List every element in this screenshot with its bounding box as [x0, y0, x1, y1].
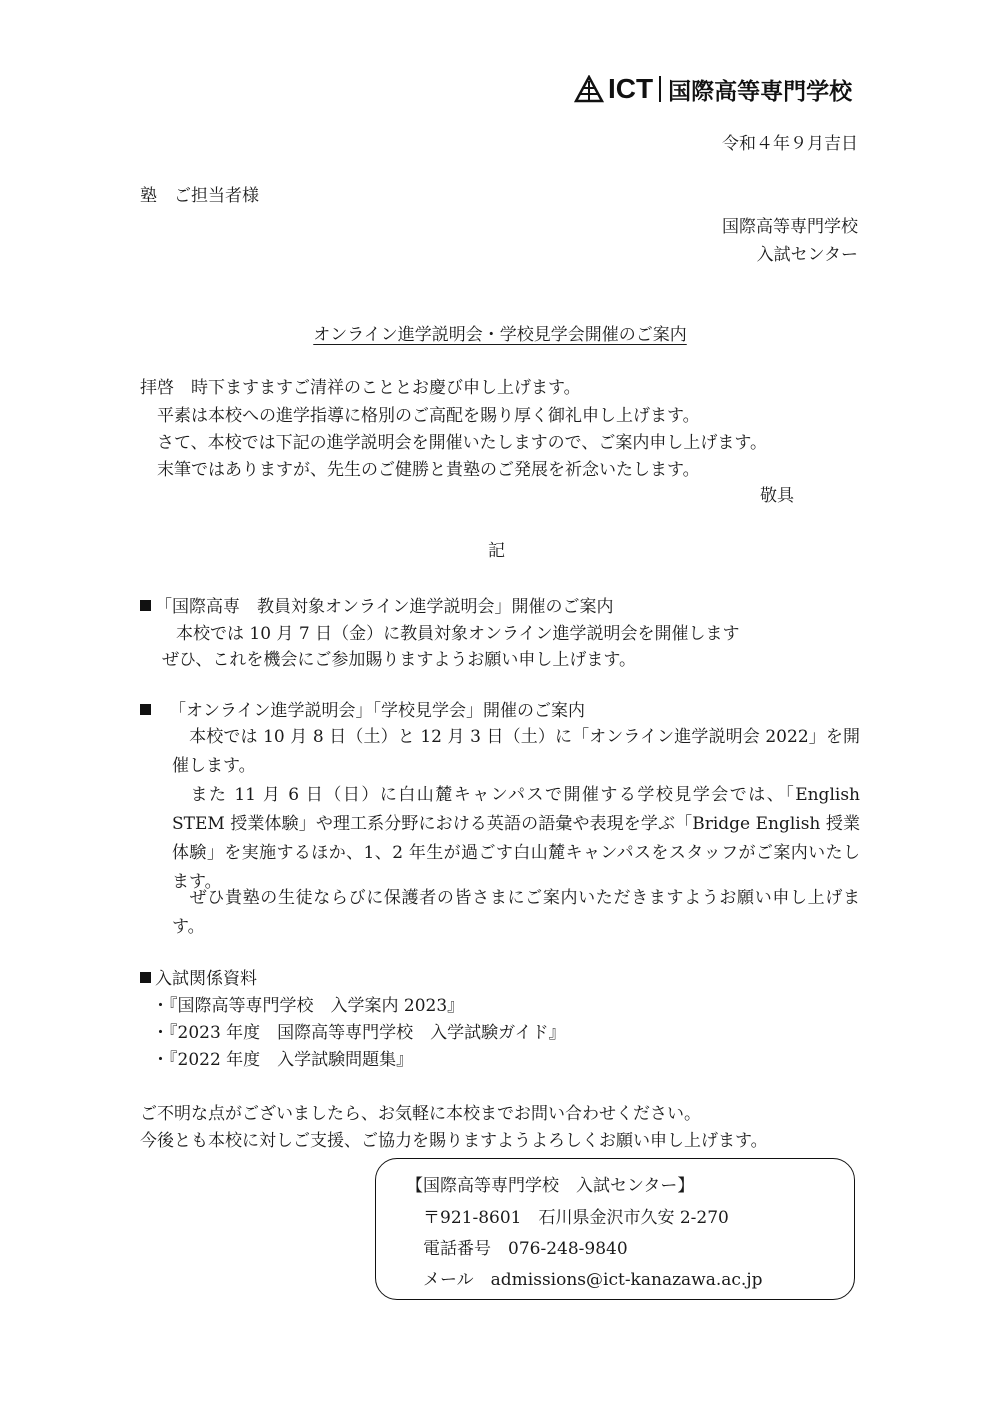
- logo-ict-text: ICT: [608, 73, 654, 104]
- closing-keigu: 敬具: [760, 486, 794, 506]
- school-logo: [574, 72, 852, 106]
- greeting-line-3: さて、本校では下記の進学説明会を開催いたしますので、ご案内申し上げます。: [140, 433, 767, 453]
- sender-dept: 入試センター: [756, 245, 858, 265]
- square-bullet-icon: [140, 972, 151, 983]
- greeting-line-1: 拝啓 時下ますますご清祥のこととお慶び申し上げます。: [140, 378, 581, 398]
- section2-paragraph-1: 本校では 10 月 8 日（土）と 12 月 3 日（土）に「オンライン進学説明会 2022」を開催します。: [172, 727, 860, 776]
- section1-heading-text: 「国際高専 教員対象オンライン進学説明会」開催のご案内: [155, 597, 614, 617]
- logo-divider: [659, 76, 661, 102]
- section1-line-2: ぜひ、これを機会にご参加賜りますようお願い申し上げます。: [162, 650, 636, 670]
- material-item: ・『国際高等専門学校 入学案内 2023』: [152, 996, 465, 1016]
- material-item: ・『2022 年度 入学試験問題集』: [152, 1050, 414, 1070]
- contact-address: 〒921-8601 石川県金沢市久安 2-270: [423, 1208, 729, 1228]
- section3-heading: [140, 965, 257, 993]
- section1-heading: [140, 593, 614, 621]
- addressee: 塾 ご担当者様: [140, 186, 259, 206]
- square-bullet-icon: [140, 600, 151, 611]
- section2-heading-text: 「オンライン進学説明会」「学校見学会」開催のご案内: [169, 701, 585, 721]
- square-bullet-icon: [140, 704, 151, 715]
- section2-heading: [140, 697, 585, 725]
- logo-school-name: 国際高等専門学校: [668, 78, 853, 105]
- material-item: ・『2023 年度 国際高等専門学校 入学試験ガイド』: [152, 1023, 566, 1043]
- contact-title: 【国際高等専門学校 入試センター】: [406, 1176, 695, 1196]
- footer-line-1: ご不明な点がございましたら、お気軽に本校までお問い合わせください。: [140, 1104, 701, 1124]
- ki-marker: 記: [488, 541, 505, 561]
- greeting-line-2: 平素は本校への進学指導に格別のご高配を賜り厚く御礼申し上げます。: [140, 406, 700, 426]
- contact-email[interactable]: メール admissions@ict-kanazawa.ac.jp: [423, 1270, 763, 1290]
- sender-school: 国際高等専門学校: [722, 217, 858, 237]
- section3-heading-text: 入試関係資料: [155, 969, 257, 989]
- contact-box: [375, 1158, 855, 1300]
- footer-line-2: 今後とも本校に対しご支援、ご協力を賜りますようよろしくお願い申し上げます。: [140, 1131, 768, 1151]
- letter-title: オンライン進学説明会・学校見学会開催のご案内: [313, 325, 687, 345]
- greeting-line-4: 末筆ではありますが、先生のご健勝と貴塾のご発展を祈念いたします。: [140, 460, 700, 480]
- letter-date: 令和４年９月吉日: [722, 134, 858, 154]
- section2-paragraph-3: ぜひ貴塾の生徒ならびに保護者の皆さまにご案内いただきますようお願い申し上げます。: [172, 888, 860, 937]
- contact-phone: 電話番号 076-248-9840: [423, 1239, 628, 1259]
- logo-mark-icon: [574, 75, 604, 103]
- section1-line-1: 本校では 10 月 7 日（金）に教員対象オンライン進学説明会を開催します: [176, 624, 740, 644]
- section2-paragraph-2: また 11 月 6 日（日）に白山麓キャンパスで開催する学校見学会では、「English STEM 授業体験」や理工系分野における英語の語彙や表現を学ぶ「Bridge English 授業体験」を実施するほか、1、2 年生が過ごす白山麓キャンパスをスタッフがご案内いたします。: [172, 785, 860, 892]
